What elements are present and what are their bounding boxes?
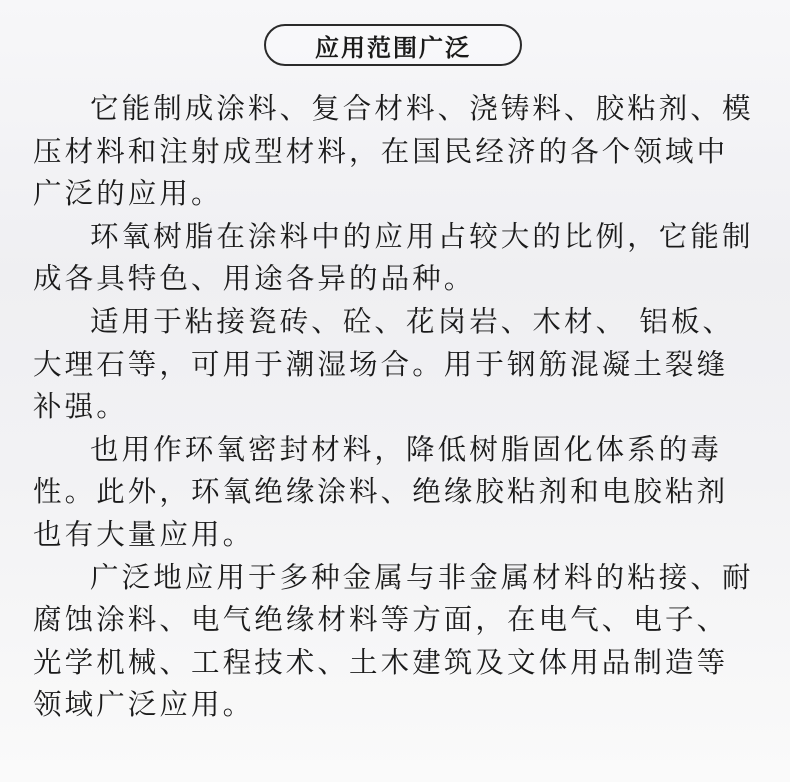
paragraph-coatings: 环氧树脂在涂料中的应用占较大的比例，它能制成各具特色、用途各异的品种。: [33, 219, 754, 296]
section-title: 应用范围广泛: [315, 33, 471, 62]
paragraph-applications: 它能制成涂料、复合材料、浇铸料、胶粘剂、模压材料和注射成型材料，在国民经济的各个领域中广泛的应用。: [33, 92, 754, 211]
paragraph-industries: 广泛地应用于多种金属与非金属材料的粘接、耐腐蚀涂料、电气绝缘材料等方面，在电气、电子、光学机械、工程技术、土木建筑及文体用品制造等领域广泛应用。: [33, 560, 754, 722]
description-body: [33, 88, 758, 727]
paragraph-sealing: 也用作环氧密封材料，降低树脂固化体系的毒性。此外，环氧绝缘涂料、绝缘胶粘剂和电胶粘剂也有大量应用。: [33, 432, 729, 551]
paragraph-bonding: 适用于粘接瓷砖、砼、花岗岩、木材、 铝板、大理石等，可用于潮湿场合。用于钢筋混凝土裂缝补强。: [33, 304, 735, 424]
section-title-badge: [264, 24, 522, 66]
